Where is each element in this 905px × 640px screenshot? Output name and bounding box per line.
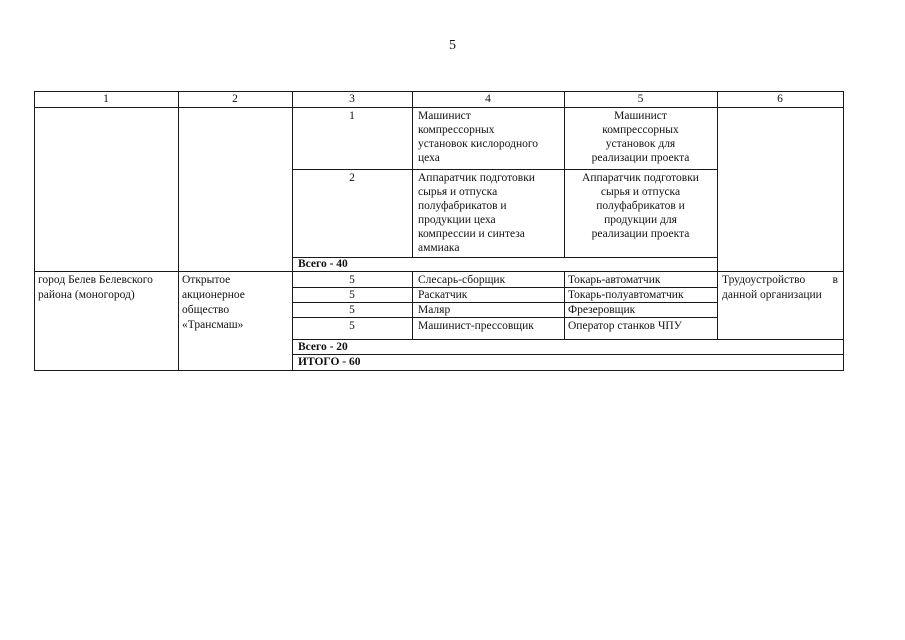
row-number: 2 [349,172,355,184]
training-line: полуфабрикатов и [596,200,685,212]
training: Оператор станков ЧПУ [568,320,682,332]
training-line: сырья и отпуска [600,186,681,198]
total-divider [292,354,844,355]
profession-line: продукции цеха [418,214,496,226]
subtotal: Всего - 40 [298,258,348,270]
training: Фрезеровщик [568,304,636,316]
column-divider [178,91,179,371]
column-header: 3 [349,93,355,105]
organization-line: Открытое [182,274,231,286]
training-line: Машинист [614,110,667,122]
row-number: 5 [349,289,355,301]
row-number: 5 [349,320,355,332]
territory-line: город Белев Белевского [38,274,153,286]
column-header: 1 [103,93,109,105]
total-divider [292,339,844,340]
organization-line: «Трансмаш» [182,319,244,331]
column-header: 2 [232,93,238,105]
purpose-line: Трудоустройство в [722,274,838,286]
profession-line: полуфабрикатов и [418,200,507,212]
training-line: компрессорных [602,124,679,136]
training-line: реализации проекта [591,152,690,164]
training-line: Аппаратчик подготовки [582,172,699,184]
row-number: 1 [349,110,355,122]
training-line: продукции для [604,214,677,226]
training-table [34,91,844,371]
profession-line: компрессорных [418,124,495,136]
training-line: установок для [605,138,676,150]
column-header: 6 [777,93,783,105]
table-border-right [843,91,844,371]
subtotal: Всего - 20 [298,341,348,353]
column-divider [412,271,413,339]
profession-line: установок кислородного [418,138,539,150]
table-border-bottom [34,370,844,371]
organization-line: акционерное [182,289,245,301]
column-divider [412,91,413,257]
row-number: 5 [349,274,355,286]
row-divider [292,257,717,258]
training: Токарь-полуавтоматчик [568,289,684,301]
block-divider [34,271,844,272]
profession-line: компрессии и синтеза [418,228,525,240]
column-divider [717,91,718,339]
profession-line: цеха [418,152,440,164]
column-header: 5 [637,93,644,105]
row-divider [292,317,717,318]
territory-line: района (моногород) [38,289,135,301]
organization-line: общество [182,304,230,316]
grand-total: ИТОГО - 60 [298,356,361,368]
column-header: 4 [485,93,491,105]
profession: Раскатчик [418,289,468,301]
page-number: 5 [449,38,456,53]
row-number: 5 [349,304,355,316]
profession-line: Аппаратчик подготовки [418,172,535,184]
header-divider [34,107,844,108]
purpose-line: данной организации [722,289,822,301]
training: Токарь-автоматчик [568,274,661,286]
profession: Машинист-прессовщик [418,320,534,332]
profession-line: сырья и отпуска [418,186,498,198]
training-line: реализации проекта [591,228,690,240]
profession-line: аммиака [418,242,460,254]
table-border-left [34,91,35,371]
profession: Маляр [418,304,451,316]
profession: Слесарь-сборщик [418,274,506,286]
row-divider [292,169,717,170]
column-divider [564,271,565,339]
profession-line: Машинист [418,110,471,122]
